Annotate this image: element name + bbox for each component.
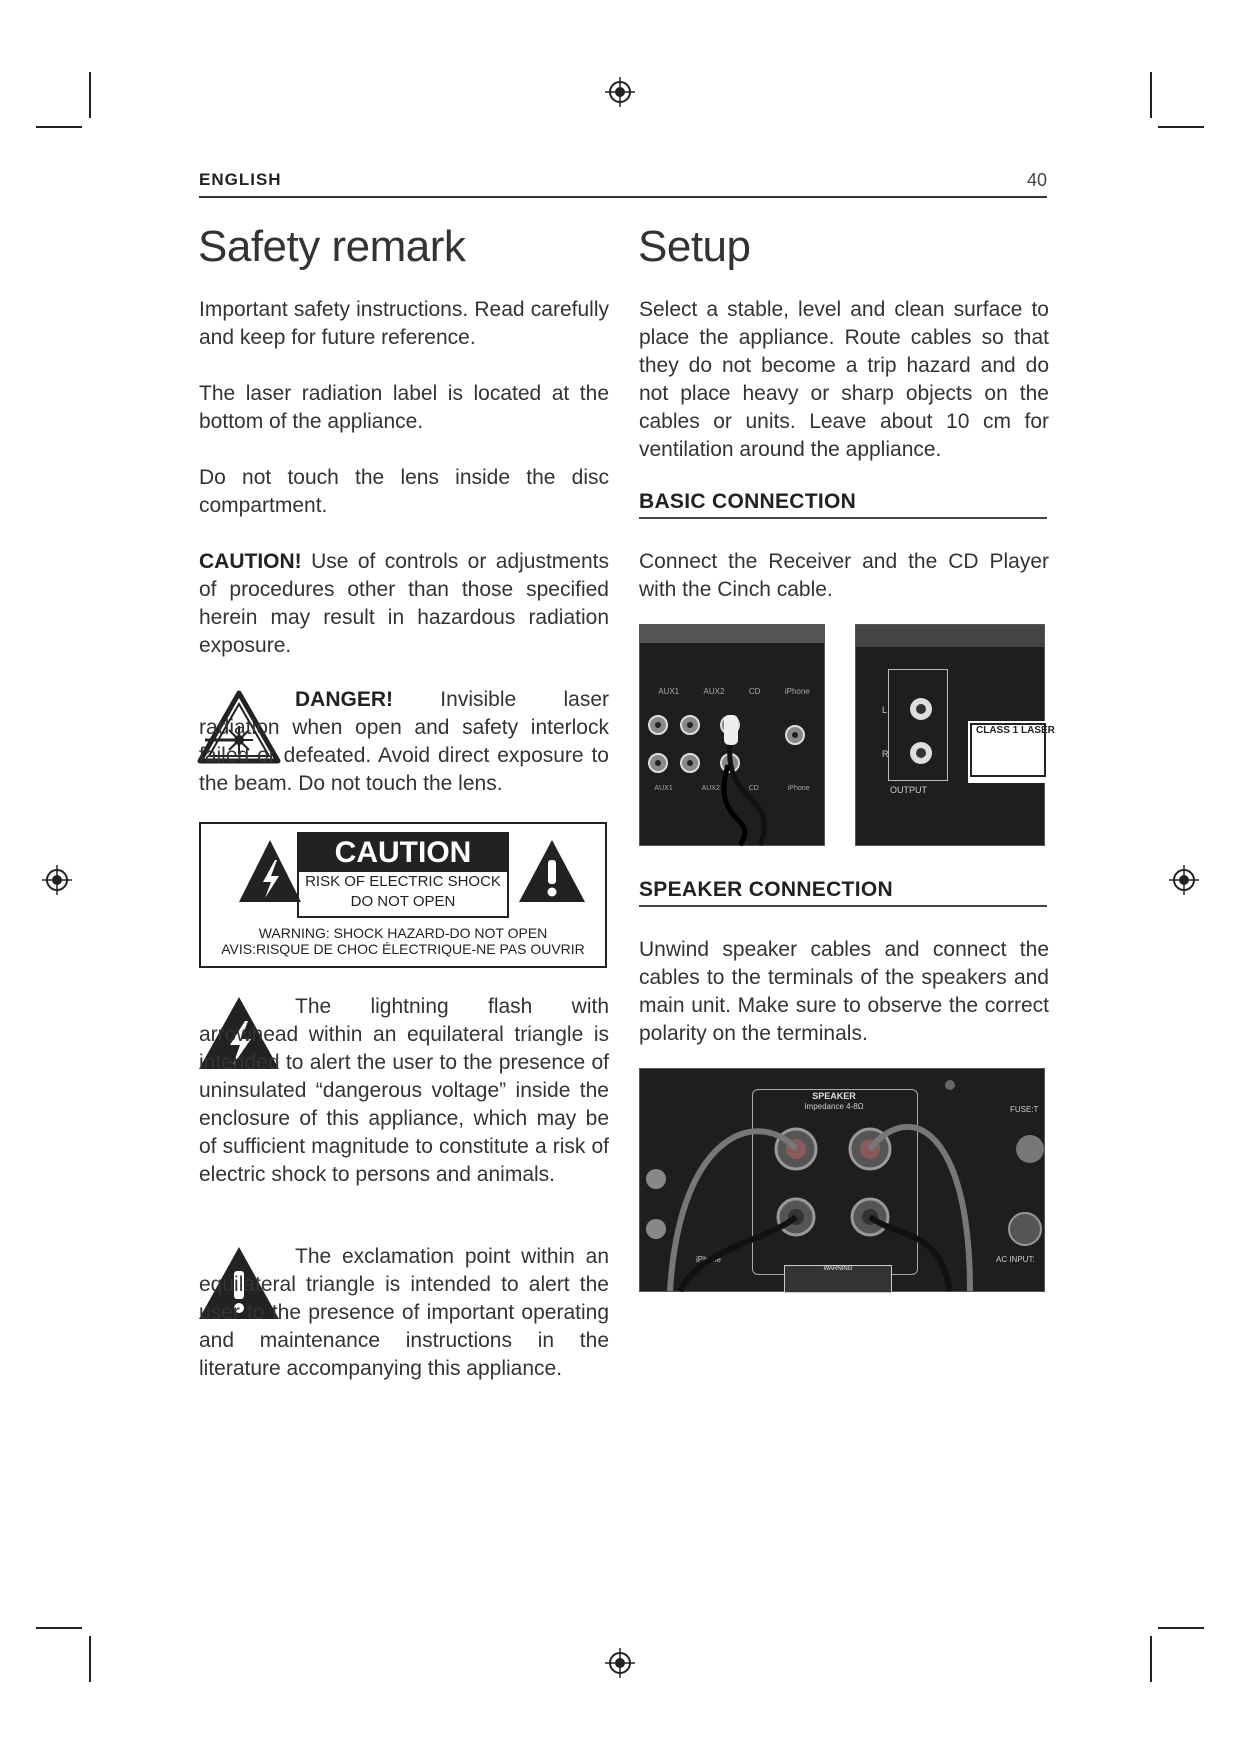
caution-line-1: RISK OF ELECTRIC SHOCK: [305, 873, 501, 890]
cd-output-photo: OUTPUT L R CLASS 1 LASER: [855, 624, 1045, 846]
caution-box: [199, 822, 607, 968]
safety-paragraph: [199, 296, 609, 352]
laser-class-label: CLASS 1 LASER: [968, 721, 1048, 783]
crop-mark: [1150, 72, 1152, 118]
caution-paragraph: [199, 548, 609, 660]
receiver-inputs-photo: AUX1 AUX2 CD iPhone AUX1 AUX2 CD iPhone: [639, 624, 825, 846]
caution-label: CAUTION!: [199, 550, 302, 573]
exclamation-warning-icon: [517, 838, 587, 904]
caution-heading: CAUTION: [299, 834, 507, 872]
setup-paragraph: [639, 296, 1049, 464]
lightning-paragraph: [199, 993, 609, 1189]
lens-text: Do not touch the lens inside the disc compartment.: [199, 466, 609, 517]
registration-mark-icon: [1169, 865, 1199, 895]
exclamation-paragraph: [199, 1243, 609, 1383]
crop-mark: [1158, 1627, 1204, 1629]
exclamation-text: The exclamation point within an equilateral triangle is intended to alert the user to the presence of important operating and maintenance instructions in the literature accompanying this appliance.: [199, 1245, 609, 1380]
output-label: OUTPUT: [890, 785, 927, 795]
setup-title: Setup: [638, 222, 751, 271]
basic-connection-text: Connect the Receiver and the CD Player with the Cinch cable.: [639, 550, 1049, 601]
registration-mark-icon: [605, 1648, 635, 1678]
lightning-warning-icon: [237, 838, 303, 904]
speaker-terminals-photo: SPEAKER Impedance 4-8Ω FUSE:T AC INPUT: iPhone WARNING: [639, 1068, 1045, 1292]
caution-panel: [297, 832, 509, 918]
danger-label: DANGER!: [295, 688, 393, 711]
danger-paragraph: [199, 686, 609, 798]
setup-text: Select a stable, level and clean surface to place the appliance. Route cables so that they do not become a trip hazard and do not place heavy or sharp objects on the cables or units. Leave about 10 cm for ventilation around the appliance.: [639, 298, 1049, 461]
crop-mark: [1158, 126, 1204, 128]
crop-mark: [89, 72, 91, 118]
registration-mark-icon: [605, 77, 635, 107]
basic-connection-paragraph: [639, 548, 1049, 604]
safety-remark-title: Safety remark: [198, 222, 466, 271]
caution-text: Use of controls or adjustments of procedures other than those specified herein may result in hazardous radiation exposure.: [199, 550, 609, 657]
crop-mark: [36, 1627, 82, 1629]
danger-text: Invisible laser radiation when open and safety interlock failed or defeated. Avoid direct exposure to the beam. Do not touch the lens.: [199, 688, 609, 795]
safety-text: Important safety instructions. Read carefully and keep for future reference.: [199, 298, 609, 349]
input-labels: AUX1 AUX2 CD iPhone: [658, 687, 810, 696]
caution-line-2: DO NOT OPEN: [350, 893, 456, 910]
registration-mark-icon: [42, 865, 72, 895]
crop-mark: [1150, 1636, 1152, 1682]
crop-mark: [36, 126, 82, 128]
page-header: [199, 170, 1047, 198]
speaker-connection-heading: SPEAKER CONNECTION: [639, 878, 1047, 907]
speaker-connection-text: Unwind speaker cables and connect the cables to the terminals of the speakers and main unit. Make sure to observe the correct polarity on the terminals.: [639, 938, 1049, 1045]
lens-paragraph: [199, 464, 609, 520]
laser-label-paragraph: [199, 380, 609, 436]
basic-connection-heading: BASIC CONNECTION: [639, 490, 1047, 519]
warning-line-1: WARNING: SHOCK HAZARD-DO NOT OPEN: [258, 925, 548, 941]
language-label: ENGLISH: [199, 170, 282, 189]
warning-line-2: AVIS:RISQUE DE CHOC ÉLECTRIQUE-NE PAS OUVRIR: [221, 941, 585, 957]
lightning-text: The lightning flash with arrowhead within an equilateral triangle is intended to alert the user to the presence of uninsulated “dangerous voltage” inside the enclosure of this appliance, which may be of sufficient magnitude to constitute a risk of electric shock to persons and animals.: [199, 995, 609, 1186]
laser-label-text: The laser radiation label is located at the bottom of the appliance.: [199, 382, 609, 433]
crop-mark: [89, 1636, 91, 1682]
speaker-connection-paragraph: [639, 936, 1049, 1048]
page-number: 40: [1026, 170, 1047, 190]
